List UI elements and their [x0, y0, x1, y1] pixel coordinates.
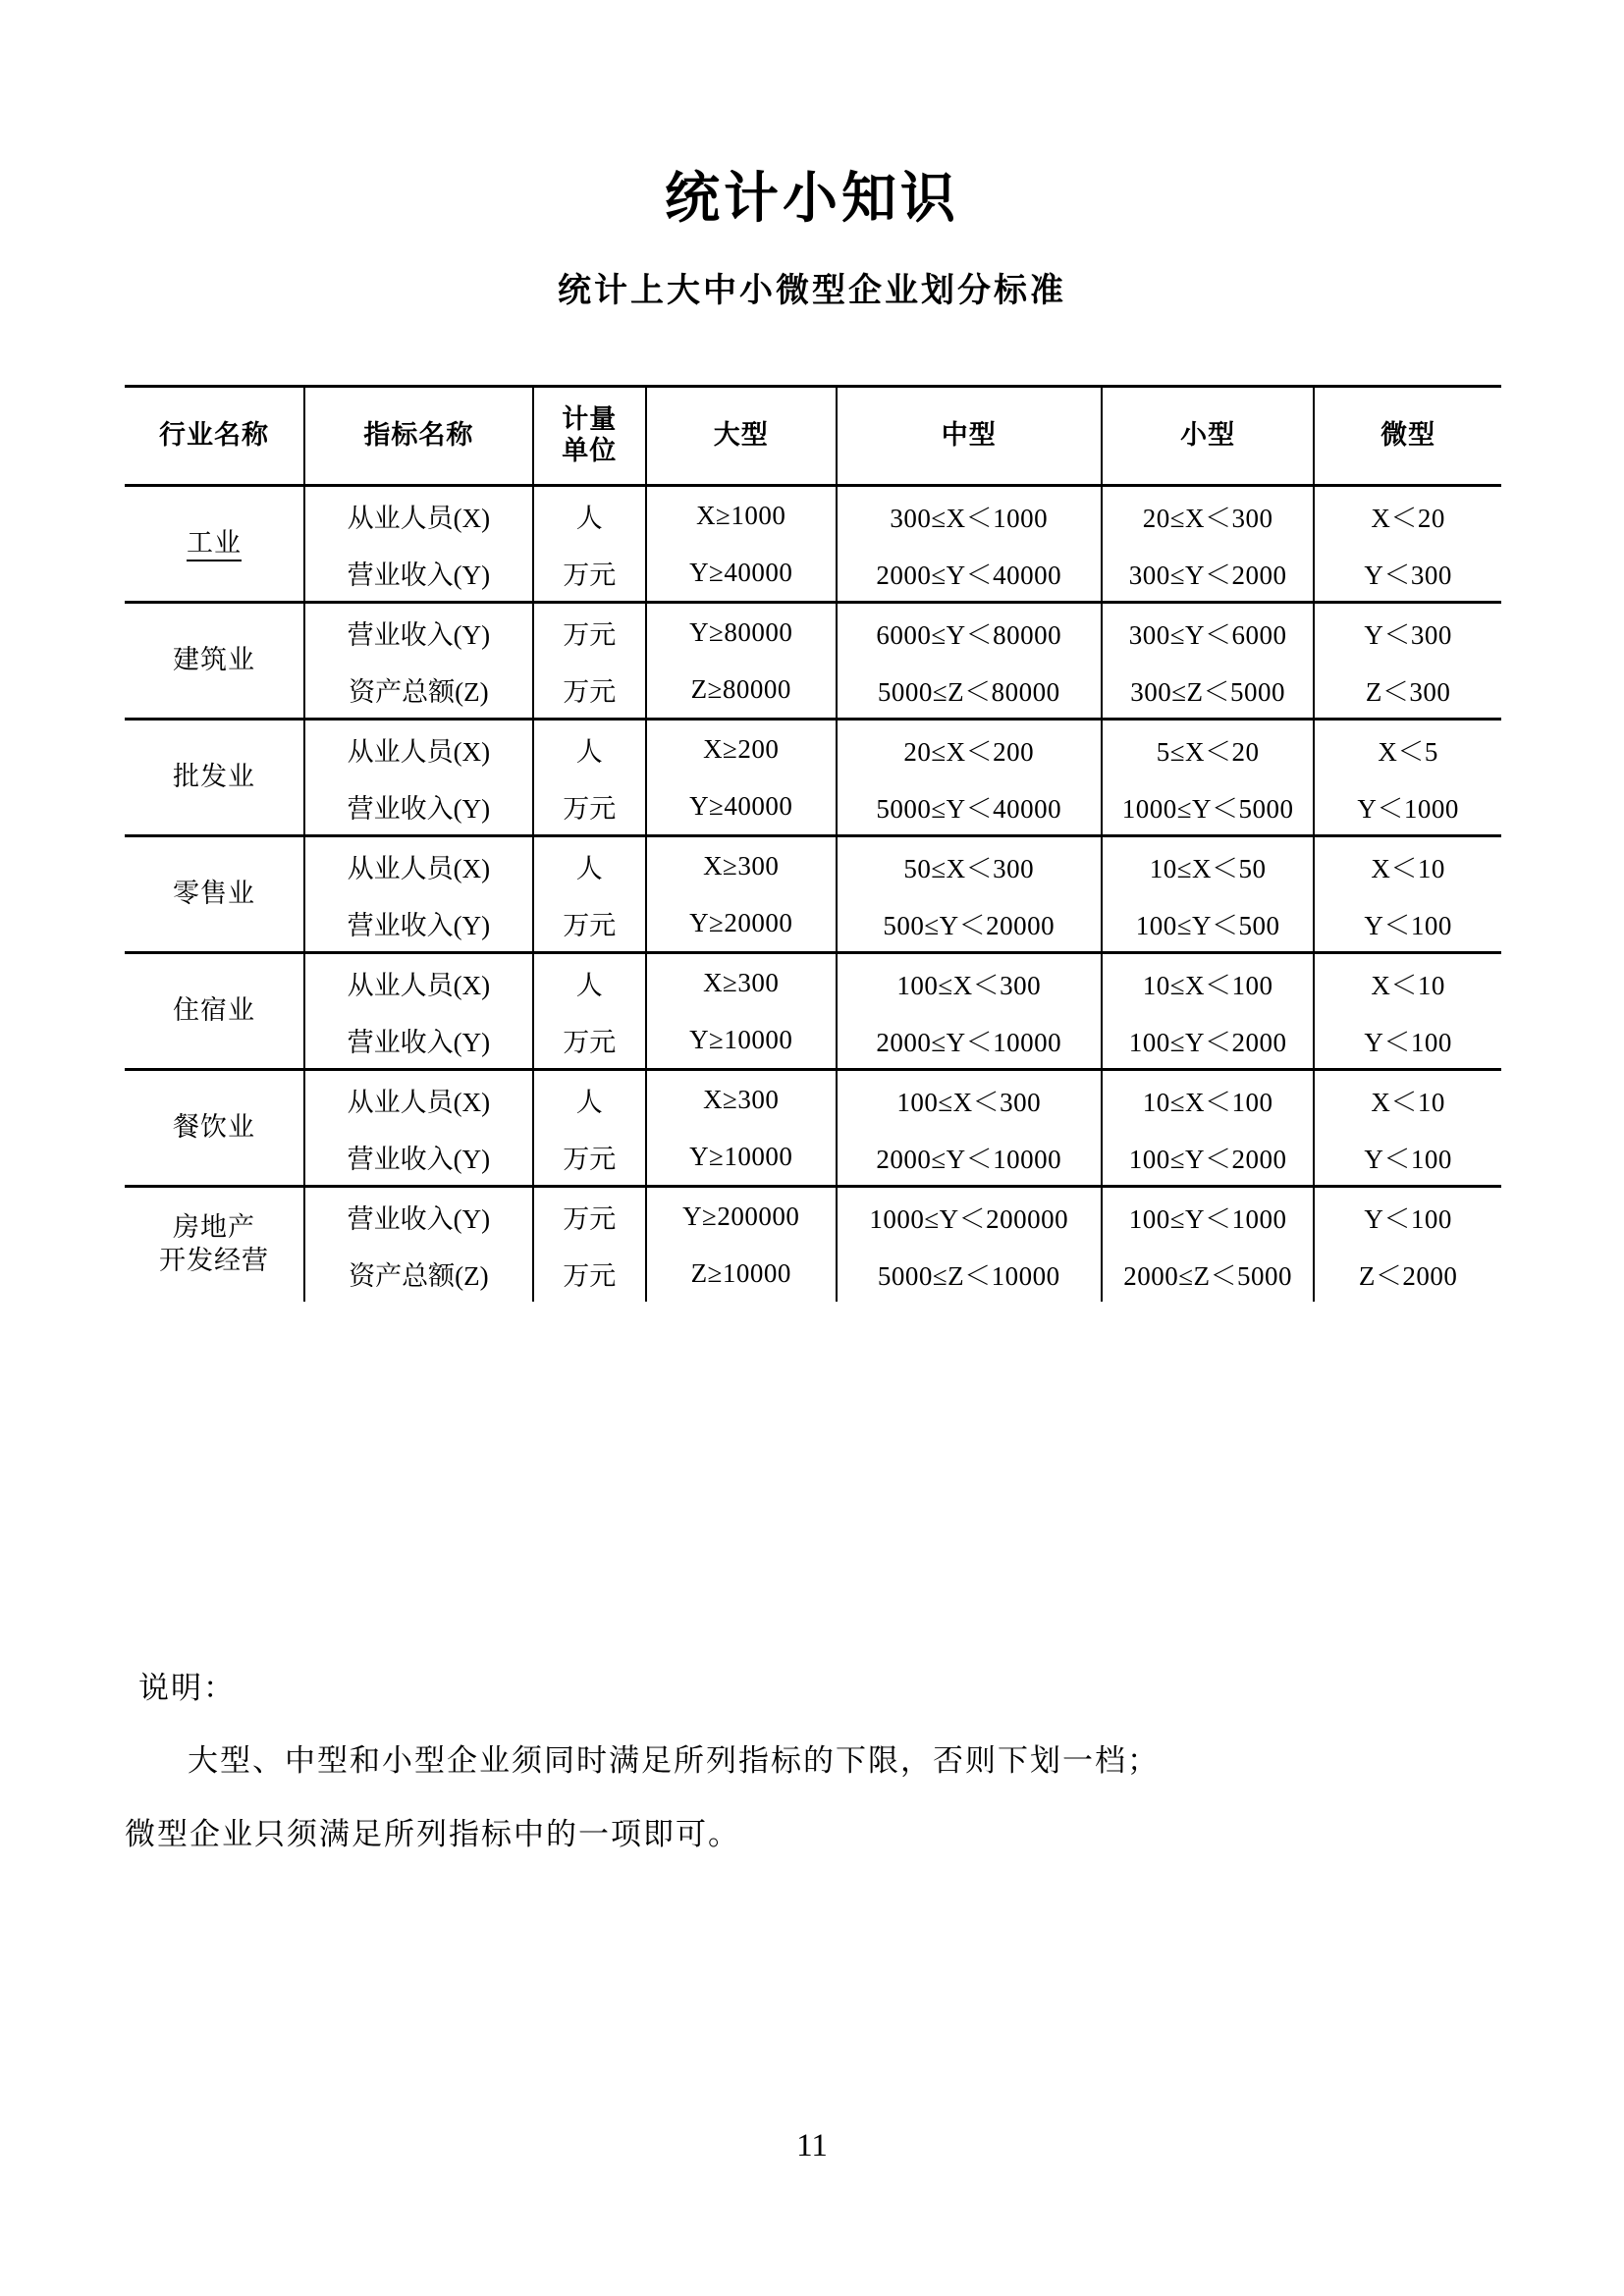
column-header-indicator: 指标名称 [304, 387, 533, 486]
small-enterprise-cell: 1000≤Y＜5000 [1102, 777, 1314, 836]
unit-cell: 人 [533, 1070, 646, 1129]
unit-cell: 万元 [533, 1011, 646, 1070]
micro-enterprise-cell: X＜10 [1314, 953, 1501, 1012]
large-enterprise-cell: Y≥40000 [646, 544, 837, 603]
medium-enterprise-cell: 100≤X＜300 [837, 1070, 1102, 1129]
unit-cell: 万元 [533, 1187, 646, 1246]
medium-enterprise-cell: 6000≤Y＜80000 [837, 603, 1102, 662]
unit-cell: 人 [533, 486, 646, 545]
indicator-cell: 营业收入(Y) [304, 544, 533, 603]
indicator-cell: 营业收入(Y) [304, 603, 533, 662]
large-enterprise-cell: Y≥200000 [646, 1187, 837, 1246]
column-header-medium: 中型 [837, 387, 1102, 486]
micro-enterprise-cell: X＜5 [1314, 720, 1501, 778]
industry-name-line-1: 房地产 [173, 1212, 256, 1244]
industry-name-cell [125, 720, 304, 836]
small-enterprise-cell: 300≤Y＜2000 [1102, 544, 1314, 603]
table-row [125, 1011, 1501, 1070]
micro-enterprise-cell: Y＜300 [1314, 603, 1501, 662]
unit-cell: 万元 [533, 544, 646, 603]
industry-name-cell [125, 1187, 304, 1303]
medium-enterprise-cell: 20≤X＜200 [837, 720, 1102, 778]
medium-enterprise-cell: 1000≤Y＜200000 [837, 1187, 1102, 1246]
medium-enterprise-cell: 5000≤Z＜10000 [837, 1245, 1102, 1302]
table-row-group [125, 1070, 1501, 1187]
micro-enterprise-cell: Z＜300 [1314, 661, 1501, 720]
table-row [125, 894, 1501, 953]
column-header-micro: 微型 [1314, 387, 1501, 486]
table-row [125, 777, 1501, 836]
industry-name-cell [125, 486, 304, 603]
page-title: 统计小知识 [665, 167, 959, 231]
table-row-group [125, 953, 1501, 1070]
table-row [125, 603, 1501, 662]
table-row [125, 1245, 1501, 1302]
enterprise-classification-table-wrap [125, 385, 1501, 1302]
table-row [125, 1070, 1501, 1129]
industry-name-line-1: 住宿业 [173, 995, 256, 1027]
notes-section [125, 1659, 1501, 1864]
indicator-cell: 从业人员(X) [304, 486, 533, 545]
unit-cell: 万元 [533, 1245, 646, 1302]
medium-enterprise-cell: 5000≤Z＜80000 [837, 661, 1102, 720]
unit-cell: 万元 [533, 661, 646, 720]
small-enterprise-cell: 10≤X＜50 [1102, 836, 1314, 895]
micro-enterprise-cell: Y＜100 [1314, 1128, 1501, 1187]
table-row [125, 836, 1501, 895]
large-enterprise-cell: Y≥20000 [646, 894, 837, 953]
indicator-cell: 从业人员(X) [304, 953, 533, 1012]
micro-enterprise-cell: Z＜2000 [1314, 1245, 1501, 1302]
small-enterprise-cell: 100≤Y＜2000 [1102, 1128, 1314, 1187]
small-enterprise-cell: 100≤Y＜2000 [1102, 1011, 1314, 1070]
large-enterprise-cell: X≥300 [646, 1070, 837, 1129]
small-enterprise-cell: 100≤Y＜500 [1102, 894, 1314, 953]
medium-enterprise-cell: 300≤X＜1000 [837, 486, 1102, 545]
unit-cell: 万元 [533, 894, 646, 953]
small-enterprise-cell: 10≤X＜100 [1102, 1070, 1314, 1129]
table-row-group [125, 603, 1501, 720]
small-enterprise-cell: 100≤Y＜1000 [1102, 1187, 1314, 1246]
table-header [125, 387, 1501, 486]
table-row-group [125, 1187, 1501, 1303]
industry-name-line-1: 零售业 [173, 879, 256, 910]
column-header-industry: 行业名称 [125, 387, 304, 486]
column-header-large: 大型 [646, 387, 837, 486]
table-row-group [125, 486, 1501, 603]
unit-cell: 万元 [533, 603, 646, 662]
notes-line-2: 微型企业只须满足所列指标中的一项即可。 [125, 1816, 740, 1851]
large-enterprise-cell: Z≥80000 [646, 661, 837, 720]
indicator-cell: 资产总额(Z) [304, 1245, 533, 1302]
page-subtitle: 统计上大中小微型企业划分标准 [558, 272, 1066, 309]
medium-enterprise-cell: 2000≤Y＜40000 [837, 544, 1102, 603]
large-enterprise-cell: Y≥10000 [646, 1128, 837, 1187]
column-header-unit-line1: 计量 [562, 404, 618, 436]
table-row [125, 1187, 1501, 1246]
micro-enterprise-cell: Y＜1000 [1314, 777, 1501, 836]
micro-enterprise-cell: X＜10 [1314, 1070, 1501, 1129]
small-enterprise-cell: 2000≤Z＜5000 [1102, 1245, 1314, 1302]
small-enterprise-cell: 300≤Z＜5000 [1102, 661, 1314, 720]
micro-enterprise-cell: X＜20 [1314, 486, 1501, 545]
indicator-cell: 营业收入(Y) [304, 1187, 533, 1246]
large-enterprise-cell: X≥300 [646, 836, 837, 895]
medium-enterprise-cell: 500≤Y＜20000 [837, 894, 1102, 953]
table-row-group [125, 720, 1501, 836]
indicator-cell: 营业收入(Y) [304, 1128, 533, 1187]
small-enterprise-cell: 5≤X＜20 [1102, 720, 1314, 778]
table-row [125, 544, 1501, 603]
column-header-unit [533, 387, 646, 486]
indicator-cell: 营业收入(Y) [304, 1011, 533, 1070]
unit-cell: 万元 [533, 1128, 646, 1187]
column-header-small: 小型 [1102, 387, 1314, 486]
medium-enterprise-cell: 5000≤Y＜40000 [837, 777, 1102, 836]
micro-enterprise-cell: X＜10 [1314, 836, 1501, 895]
table-row [125, 720, 1501, 778]
industry-name-cell [125, 1070, 304, 1187]
table-row [125, 953, 1501, 1012]
indicator-cell: 从业人员(X) [304, 836, 533, 895]
industry-name-cell [125, 953, 304, 1070]
industry-name-line-1: 批发业 [173, 762, 256, 793]
industry-name-cell [125, 836, 304, 953]
notes-label: 说明： [138, 1671, 236, 1705]
unit-cell: 人 [533, 836, 646, 895]
industry-name-line-2: 开发经营 [159, 1246, 270, 1276]
large-enterprise-cell: Y≥80000 [646, 603, 837, 662]
unit-cell: 人 [533, 720, 646, 778]
table-row [125, 486, 1501, 545]
medium-enterprise-cell: 50≤X＜300 [837, 836, 1102, 895]
micro-enterprise-cell: Y＜300 [1314, 544, 1501, 603]
table-row [125, 661, 1501, 720]
column-header-unit-line2: 单位 [562, 436, 618, 466]
industry-name-line-1: 工业 [187, 528, 242, 561]
table-row-group [125, 836, 1501, 953]
micro-enterprise-cell: Y＜100 [1314, 1187, 1501, 1246]
small-enterprise-cell: 20≤X＜300 [1102, 486, 1314, 545]
large-enterprise-cell: X≥1000 [646, 486, 837, 545]
large-enterprise-cell: X≥200 [646, 720, 837, 778]
indicator-cell: 营业收入(Y) [304, 894, 533, 953]
indicator-cell: 从业人员(X) [304, 720, 533, 778]
unit-cell: 万元 [533, 777, 646, 836]
industry-name-cell [125, 603, 304, 720]
unit-cell: 人 [533, 953, 646, 1012]
table-row [125, 1128, 1501, 1187]
micro-enterprise-cell: Y＜100 [1314, 1011, 1501, 1070]
large-enterprise-cell: Y≥40000 [646, 777, 837, 836]
indicator-cell: 资产总额(Z) [304, 661, 533, 720]
table-header-row [125, 387, 1501, 486]
small-enterprise-cell: 300≤Y＜6000 [1102, 603, 1314, 662]
industry-name-line-1: 建筑业 [173, 645, 256, 676]
indicator-cell: 营业收入(Y) [304, 777, 533, 836]
large-enterprise-cell: Z≥10000 [646, 1245, 837, 1302]
large-enterprise-cell: Y≥10000 [646, 1011, 837, 1070]
page-number: 11 [796, 2128, 828, 2163]
micro-enterprise-cell: Y＜100 [1314, 894, 1501, 953]
industry-name-line-1: 餐饮业 [173, 1112, 256, 1144]
medium-enterprise-cell: 2000≤Y＜10000 [837, 1011, 1102, 1070]
small-enterprise-cell: 10≤X＜100 [1102, 953, 1314, 1012]
notes-line-1: 大型、中型和小型企业须同时满足所列指标的下限，否则下划一档； [188, 1743, 1160, 1779]
indicator-cell: 从业人员(X) [304, 1070, 533, 1129]
medium-enterprise-cell: 2000≤Y＜10000 [837, 1128, 1102, 1187]
enterprise-classification-table [125, 385, 1501, 1302]
large-enterprise-cell: X≥300 [646, 953, 837, 1012]
medium-enterprise-cell: 100≤X＜300 [837, 953, 1102, 1012]
